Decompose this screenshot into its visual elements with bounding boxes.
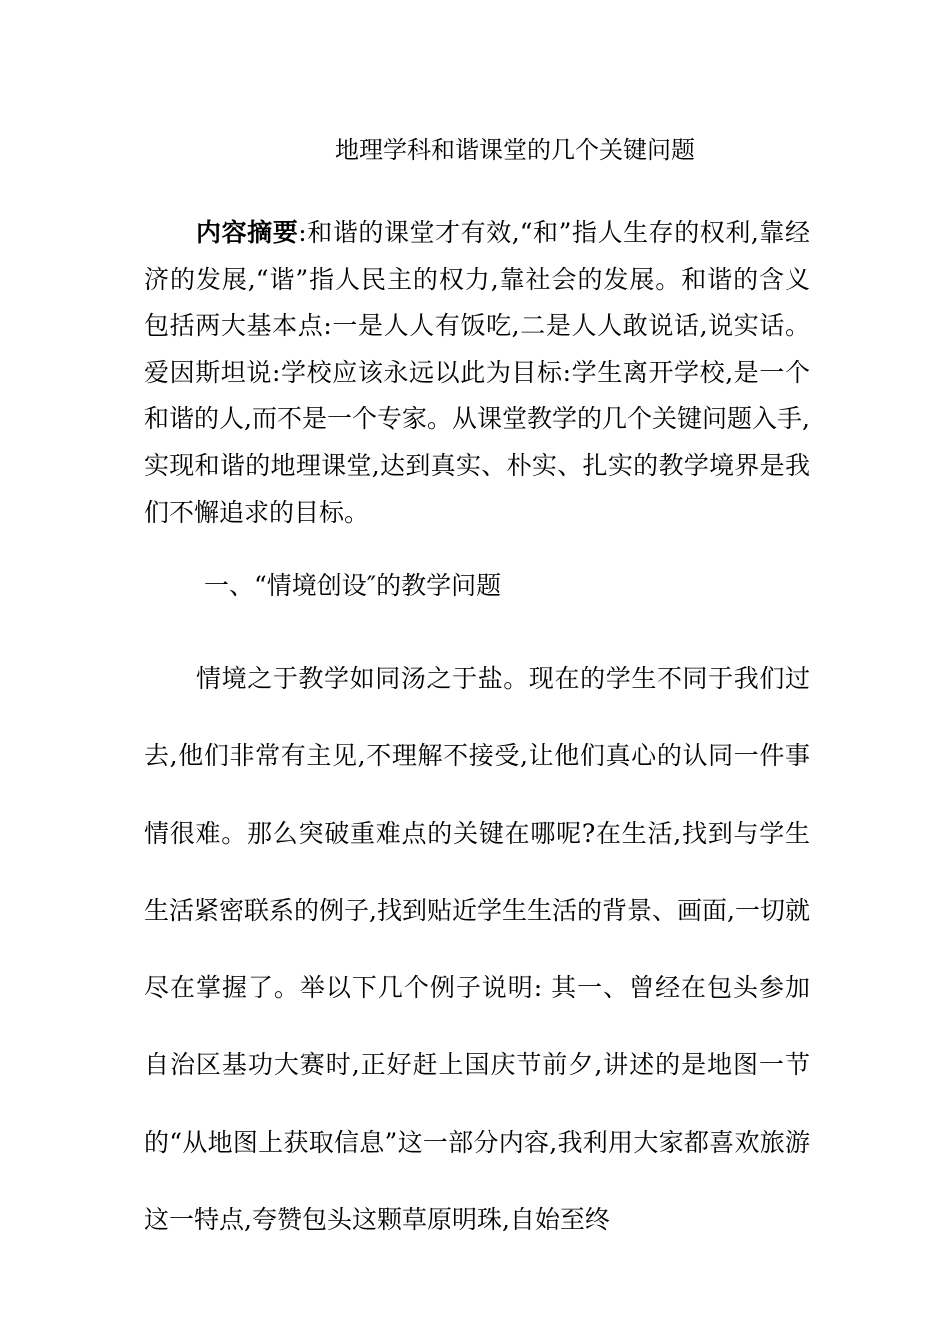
section-paragraph: 情境之于教学如同汤之于盐。现在的学生不同于我们过去,他们非常有主见,不理解不接受,让他们真心的认同一件事情很难。那么突破重难点的关键在哪呢?在生活,找到与学生生活紧密联系的例子,找到贴近学生生活的背景、画面,一切就尽在掌握了。举以下几个例子说明: 其一、曾经在包头参加自治区基功大赛时,正好赶上国庆节前夕,讲述的是地图一节的“从地图上获取信息”这一部分内容,我利用大家都喜欢旅游这一特点,夸赞包头这颗草原明珠,自始至终 bbox=[144, 664, 810, 1235]
abstract-label: 内容摘要 bbox=[196, 218, 299, 247]
document-title: 地理学科和谐课堂的几个关键问题 bbox=[335, 136, 695, 164]
abstract-paragraph bbox=[144, 210, 810, 536]
section-heading: 一、“情境创设″的教学问题 bbox=[204, 571, 502, 600]
abstract-text: :和谐的课堂才有效,“和”指人生存的权利,靠经济的发展,“谐”指人民主的权力,靠社会的发展。和谐的含义包括两大基本点:一是人人有饭吃,二是人人敢说话,说实话。爱因斯坦说:学校应该永远以此为目标:学生离开学校,是一个和谐的人,而不是一个专家。从课堂教学的几个关键问题入手,实现和谐的地理课堂,达到真实、朴实、扎实的教学境界是我们不懈追求的目标。 bbox=[144, 218, 810, 527]
